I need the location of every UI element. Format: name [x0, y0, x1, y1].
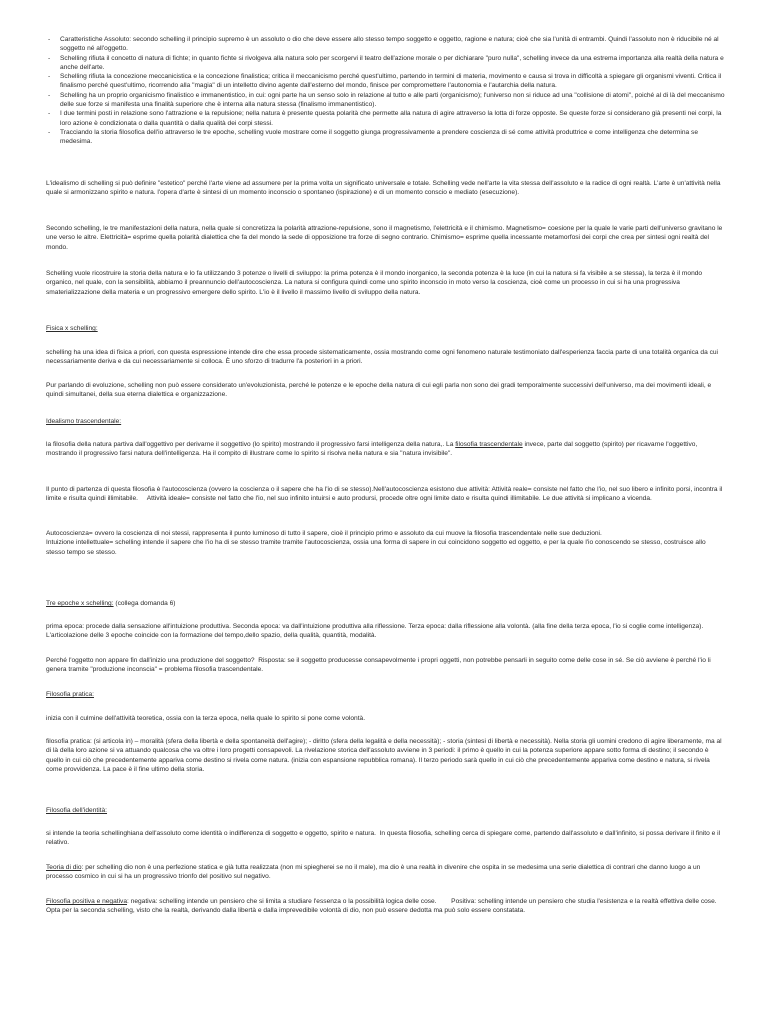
paragraph-idealismo-1	[46, 440, 726, 459]
paragraph-idealismo-estetico: L'idealismo di schelling si può definire "estetico" perché l'arte viene ad assumere per la prima volta un significato universale e totale. Schelling vede nell'arte la vita stessa dell'assoluto e la radice di ogni realtà. L'arte è un'attività nella quale si armonizzano spirito e natura. l'opera d'arte è sintesi di un momento inconscio o spontaneo (ispirazione) e di un momento conscio e mediato (esecuzione).	[46, 180, 723, 197]
heading-epoche: Tre epoche x schelling:	[46, 600, 114, 607]
text-run: : per schelling dio non è una perfezione statica e già tutta realizzata (non mi spiegherei se no il male), ma dio è una realtà in divenire che ospita in se medesima una serie dialettica di contrari che danno luogo a un processo cosmico in cui si ha un progressivo trionfo del positivo sul negativo.	[46, 864, 703, 881]
heading-fisica: Fisica x schelling:	[46, 325, 98, 332]
heading-idealismo: Idealismo trascendentale:	[46, 418, 122, 425]
bullet-item: - Schelling rifiuta la concezione meccanicistica e la concezione finalistica; critica il meccanicismo perché quest'ultimo, partendo in termini di materia, movimento e causa si trova in difficoltà a spiegare gli organismi viventi. Critica il finalismo perché quest'ultimo, ricorrendo alla "magia" di un intelletto divino agente dall'esterno del mondo, finisce per compromettere l'autonomia e l'autarchia della natura.	[46, 72, 726, 91]
bullet-item: - Schelling ha un proprio organicismo finalistico e immanentistico, in cui: ogni parte ha un senso solo in relazione al tutto e alle parti (organicismo); l'universo non si riduce ad una "collisione di atomi", poiché al di là del meccanismo delle sue forze si manifesta una finalità superiore che è interna alla natura stessa (finalismo immanentistico).	[46, 91, 726, 110]
heading-pratica: Filosofia pratica:	[46, 691, 95, 698]
paragraph-manifestazioni: Secondo schelling, le tre manifestazioni della natura, nella quale si concretizza la polarità attrazione-repulsione, sono il magnetismo, l'elettricità e il chimismo. Magnetismo= coesione per la quale le varie parti dell'universo gravitano le une verso le altre. Elettricità= esprime quella polarità dialettica che fa del mondo la sede di opposizione tra forze di segno contrario. Chimismo= esprime quella incessante metamorfosi dei corpi che crea per sintesi ogni realtà del mondo.	[46, 225, 725, 251]
paragraph-identita: si intende la teoria schellinghiana dell'assoluto come identità o indifferenza di soggetto e oggetto, spirito e natura. In questa filosofia, schelling cerca di spiegare come, partendo dall'assoluto e dall'infinito, si possa derivare il finito e il relativo.	[46, 830, 722, 847]
paragraph-fisica-2: Pur parlando di evoluzione, schelling non può essere considerato un'evoluzionista, perché le potenze e le epoche della natura di cui egli parla non sono dei gradi temporalmente successivi dell'universo, ma dei movimenti ideali, e quindi simultanei, della sua eterna dialettica e organizzazione.	[46, 382, 714, 399]
paragraph-pratica-2: filosofia pratica: (si articola in) – moralità (sfera della libertà e della spontaneità dell'agire); - diritto (sfera della legalità e della necessità); - storia (sintesi di libertà e necessità). Nella storia gli uomini credono di agire liberamente, ma al di là della loro azione si va attuando qualcosa che va oltre i loro progetti consapevoli. La rivelazione storica dell'assoluto avviene in 3 periodi: il primo è quello in cui la potenza superiore appare sotto forma di destino; il secondo è quello in cui ciò che precedentemente appariva come destino si rivela come natura. (inizia con espansione repubblica romana). Il terzo periodo sarà quello in cui ciò che precedentemente appariva come destino e natura, si rivela come provvidenza. La pace è il fine ultimo della storia.	[46, 738, 724, 773]
heading-teoria-dio: Teoria di dio	[46, 864, 82, 871]
bullet-list	[46, 35, 726, 147]
paragraph-filosofia-positiva	[46, 897, 726, 916]
heading-epoche-note: (collega domanda 6)	[113, 600, 176, 607]
bullet-item: - I due termini posti in relazione sono l'attrazione e la repulsione; nella natura è presente questa polarità che permette alla natura di agire attraverso la lotta di forze opposte. Se queste forze si considerano già presenti nei corpi, la loro azione è condizionata o dalla quantità o dalla qualità dei corpi stessi.	[46, 109, 726, 128]
bullet-item: - Tracciando la storia filosofica dell'io attraverso le tre epoche, schelling vuole mostrare come il soggetto giunga progressivamente a prendere coscienza di sé come attività produttrice e come intelligenza che determina se medesima.	[46, 128, 726, 147]
paragraph-epoche-1: prima epoca: procede dalla sensazione all'intuizione produttiva. Seconda epoca: va dall'intuizione produttiva alla riflessione. Terza epoca: dalla riflessione alla volontà. (alla fine della terza epoca, l'io si coglie come intelligenza). L'articolazione delle 3 epoche coincide con la formazione del tempo,dello spazio, della qualità, quantità, modalità.	[46, 623, 706, 640]
paragraph-pratica-1: inizia con il culmine dell'attività teoretica, ossia con la terza epoca, nella quale lo spirito si pone come volontà.	[46, 715, 366, 722]
paragraph-idealismo-3: Autocoscienza= ovvero la coscienza di noi stessi, rappresenta il punto luminoso di tutto il sapere, cioè il principio primo e assoluto da cui muove la filosofia trascendentale nelle sue deduzioni. Intuizione intellettuale= schelling intende il sapere che l'io ha di se stesso tramite tramite l'autocoscienza, ossia una forma di sapere in cui coincidono soggetto ed oggetto, e per la quale l'io conoscendo se stesso, costruisce allo stesso tempo se stesso.	[46, 530, 723, 556]
paragraph-teoria-dio	[46, 863, 726, 882]
paragraph-potenze: Schelling vuole ricostruire la storia della natura e lo fa utilizzando 3 potenze o livelli di sviluppo: la prima potenza è il mondo inorganico, la seconda potenza è la luce (in cui la natura si fa visibile a se stessa), la terza è il mondo organico, nel quale, con la sensibilità, abbiamo il preannuncio dell'autocoscienza. La natura si configura quindi come uno spirito inconscio in moto verso la coscienza, cioè come un processo in cui si ha una progressiva smaterializzazione della materia e un progressivo emergere dello spirito. L'io è il livello il massimo livello di sviluppo della natura.	[46, 270, 704, 296]
term-filosofia-trascendentale: filosofia trascendentale	[455, 441, 523, 448]
bullet-item: - Schelling rifiuta il concetto di natura di fichte; in quanto fichte si rivolgeva alla natura solo per scorgervi il teatro dell'azione morale o per dichiarare "puro nulla", schelling invece da una estrema importanza alla realtà della natura e anche dell'arte.	[46, 54, 726, 73]
text-run: invece, parte dal soggetto (spirito) per ricavarne l'oggettivo, mostrando il progressivo farsi natura dell'intelligenza. Ha il compito di illustrare come lo spirito si risolva nella natura e sia "natura invisibile".	[46, 441, 700, 458]
text-run: la filosofia della natura partiva dall'oggettivo per derivarne il soggettivo (lo spirito) mostrando il progressivo farsi intelligenza della natura,. La	[46, 441, 456, 448]
paragraph-epoche-2: Perché l'oggetto non appare fin dall'inizio una produzione del soggetto? Risposta: se il soggetto producesse consapevolmente i propri oggetti, non potrebbe pensarli in seguito come delle cose in sé. Se ciò avviene è perché l'io li genera tramite "produzione inconscia" = problema filosofia trascendentale.	[46, 657, 713, 674]
heading-identita: Filosofia dell'identità:	[46, 807, 108, 814]
heading-epoche-line	[46, 599, 726, 608]
heading-filosofia-positiva: Filosofia positiva e negativa	[46, 898, 128, 905]
paragraph-fisica-1: schelling ha una idea di fisica a priori, con questa espressione intende dire che essa procede sistematicamente, ossia mostrando come ogni fenomeno naturale testimoniato dall'esperienza faccia parte di una totalità organica da cui necessariamente deriva e da cui necessariamente si colloca. È uno sforzo di tradurre l'a posteriori in a priori.	[46, 349, 720, 366]
bullet-item: - Caratteristiche Assoluto: secondo schelling il principio supremo è un assoluto o dio che deve essere allo stesso tempo soggetto e oggetto, ragione e natura; cioè che sia l'unità di entrambi. Quindi l'assoluto non è riducibile né al soggetto né all'oggetto.	[46, 35, 726, 54]
paragraph-idealismo-2: Il punto di partenza di questa filosofia è l'autocoscienza (ovvero la coscienza o il sapere che ha l'io di se stesso).Nell'autocoscienza esistono due attività: Attività reale= consiste nel fatto che l'io, nel suo libero e infinito porsi, incontra il limite e risulta quindi illimitabile. Attività ideale= consiste nel fatto che l'io, nel suo infinito intuirsi e auto prodursi, procede oltre ogni limite dato e risulta quindi illimitabile. Le due attività si implicano a vicenda.	[46, 486, 725, 503]
text-run: : negativa: schelling intende un pensiero che si limita a studiare l'essenza o la possibilità logica delle cose. Positiva: schelling intende un pensiero che studia l'esistenza e la realtà effettiva delle cose. Opta per la seconda schelling, visto che la realtà, derivando dalla libertà e dalla imprevedibile volontà di dio, non può essere dedotta ma può solo essere constatata.	[46, 898, 719, 915]
